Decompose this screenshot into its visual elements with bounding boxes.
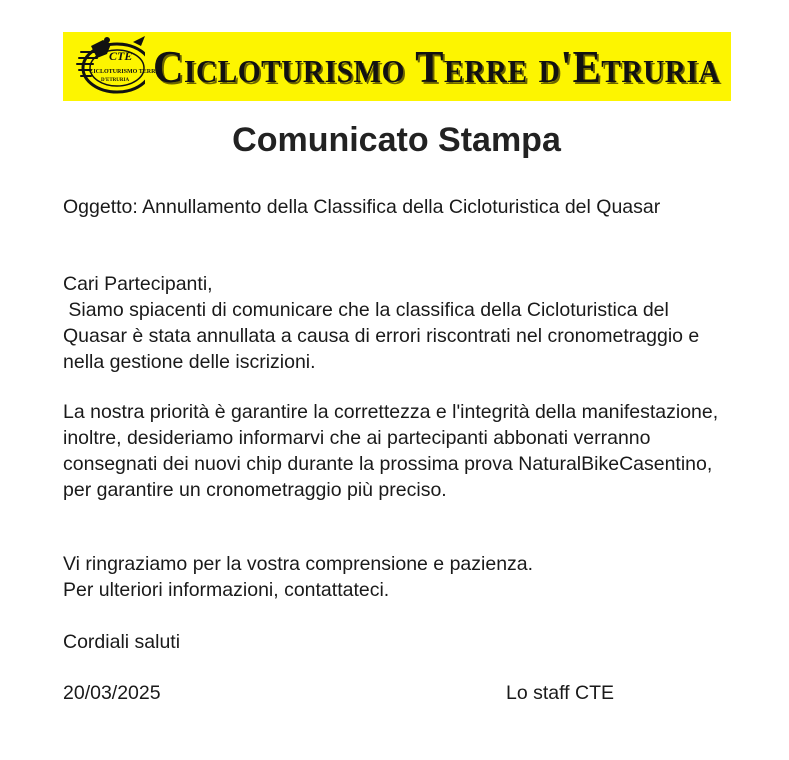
header-banner — [63, 32, 731, 101]
banner-title: Cicloturismo Terre d'Etruria — [153, 41, 721, 92]
logo-line1-text: CICLOTURISMO TERRE — [89, 69, 160, 75]
document-date: 20/03/2025 — [63, 682, 161, 704]
subject-line: Oggetto: Annullamento della Classifica della Cicloturistica del Quasar — [63, 196, 661, 218]
closing-regards: Cordiali saluti — [63, 631, 181, 653]
document-title: Comunicato Stampa — [232, 121, 561, 159]
cte-logo — [63, 32, 160, 101]
greeting: Cari Partecipanti, — [63, 273, 213, 295]
info-line: Per ulteriori informazioni, contattateci. — [63, 579, 390, 601]
logo-line2-text: D'ETRURIA — [101, 78, 130, 83]
cyclist-wheel-logo-icon — [63, 32, 145, 101]
intro-paragraph: Siamo spiacenti di comunicare che la classifica della Cicloturistica del Quasar è stata annullata a causa di errori riscontrati nel cronometraggio e nella gestione delle iscrizioni. — [63, 299, 705, 373]
thanks-line: Vi ringraziamo per la vostra comprensione e pazienza. — [63, 553, 534, 575]
priority-paragraph: La nostra priorità è garantire la correttezza e l'integrità della manifestazione, inoltre, desideriamo informarvi che ai partecipanti abbonati verranno consegnati dei nuovi chip durante la prossima prova NaturalBikeCasentino, per garantire un cronometraggio più preciso. — [63, 401, 719, 501]
signature: Lo staff CTE — [506, 682, 615, 704]
logo-cte-text: CTE — [109, 49, 133, 63]
